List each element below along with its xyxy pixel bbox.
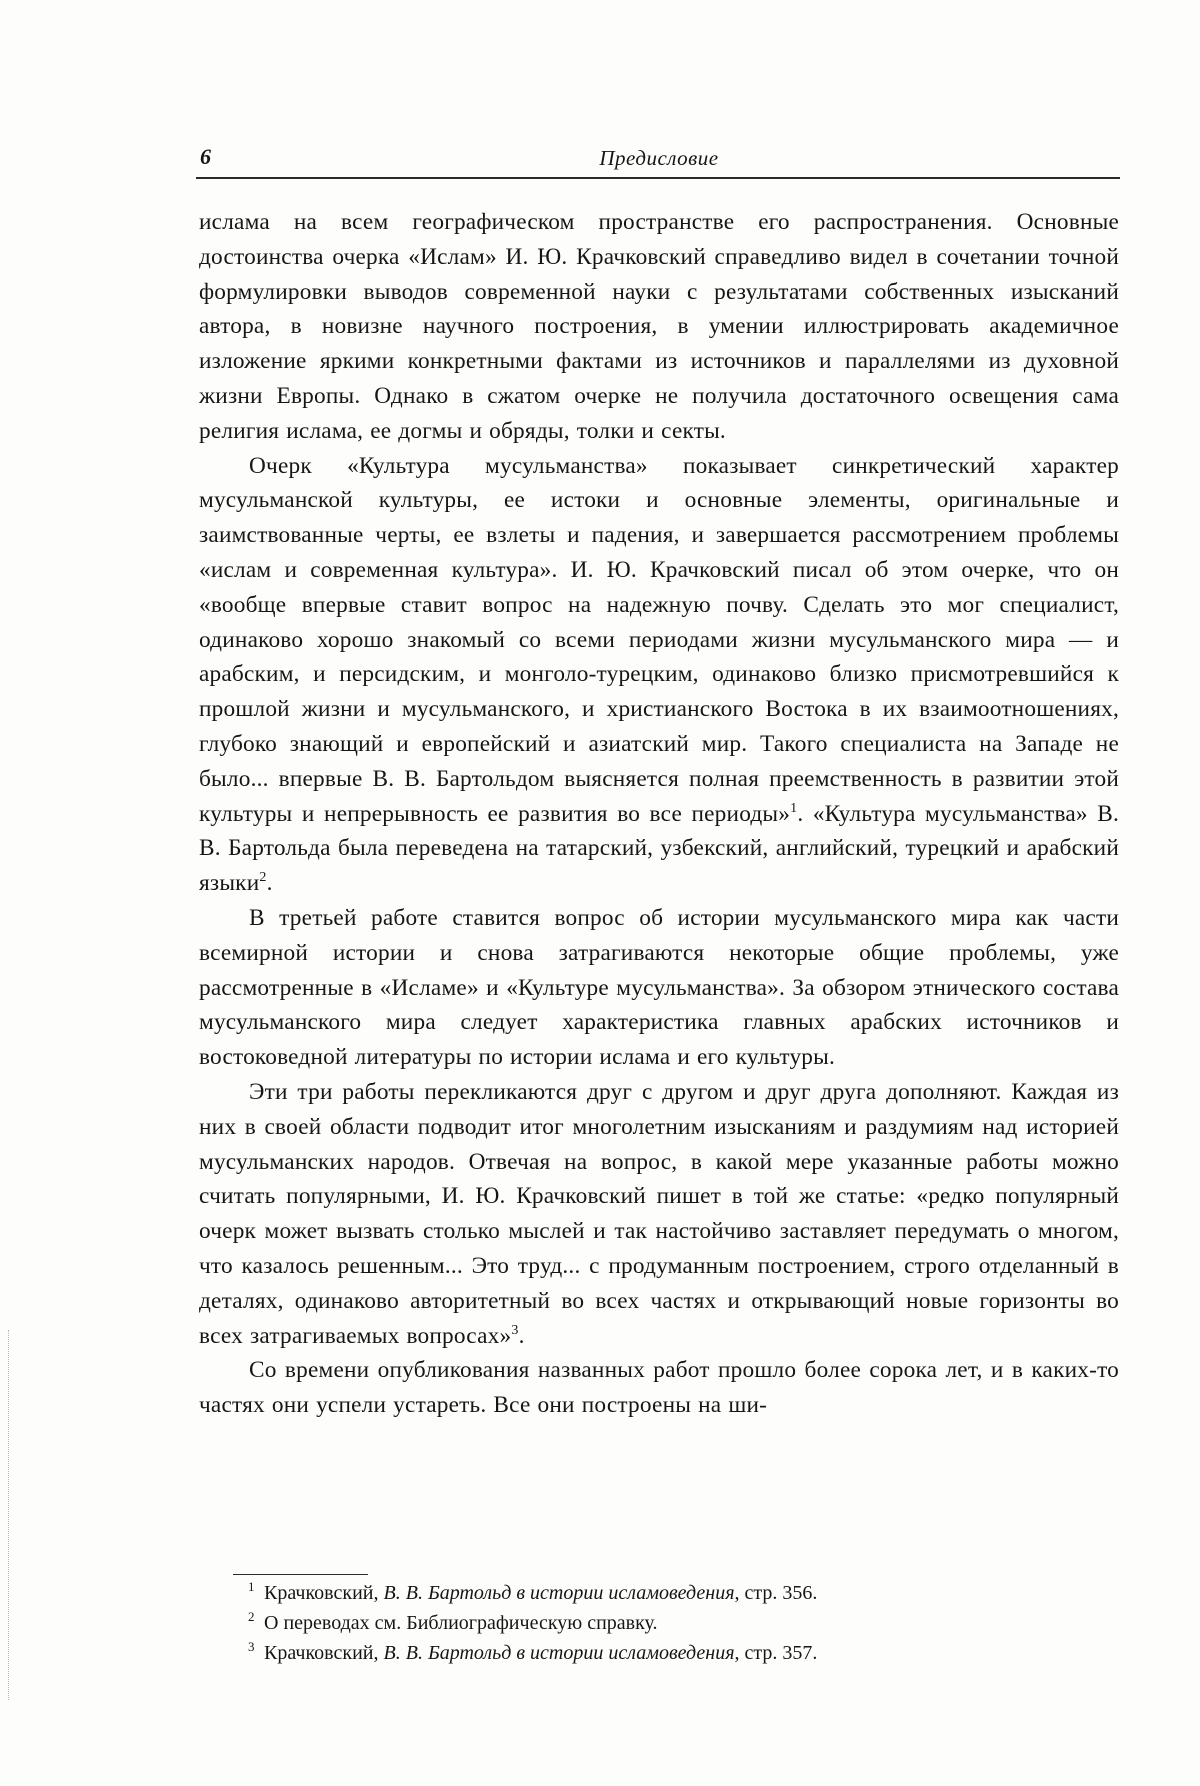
running-title: Предисловие: [599, 146, 719, 170]
paragraph-text: Очерк «Культура мусульманства» показывает синкретический характер мусульманской культуры, ее истоки и основные элементы, оригинальные и заимствованные черты, ее взлеты и падения, и завершается рассмотрением проблемы «ислам и современная культура». И. Ю. Крачковский писал об этом очерке, что он «вообще впервые ставит вопрос на надежную почву. Сделать это мог специалист, одинаково хорошо знакомый со всеми периодами жизни мусульманского мира — и арабским, и персидским, и монголо-турецким, одинаково близко присмотревшийся к прошлой жизни и мусульманского, и христианского Востока в их взаимоотношениях, глубоко знающий и европейский и азиатский мир. Такого специалиста на Западе не было... впервые В. В. Бартольдом выясняется полная преемственность в развитии этой культуры и непрерывность ее развития во все периоды»: [199, 452, 1119, 827]
footnote-tail: , стр. 356.: [734, 1582, 818, 1604]
footnote-3: 3 Крачковский, В. В. Бартольд в истории исламоведения, стр. 357.: [248, 1639, 818, 1664]
paragraph-2: [199, 449, 1119, 901]
paragraph-4: [199, 1075, 1119, 1353]
header-rule: [196, 177, 1120, 179]
paragraph-text: В третьей работе ставится вопрос об истории мусульманского мира как части всемирной истории и снова затрагиваются некоторые общие проблемы, уже рассмотренные в «Исламе» и «Культуре мусульманства». За обзором этнического состава мусульманского мира следует характеристика главных арабских источников и востоковедной литературы по истории ислама и его культуры.: [199, 904, 1119, 1071]
paragraph-text: ислама на всем географическом пространстве его распространения. Основные достоинства очерка «Ислам» И. Ю. Крачковский справедливо видел в сочетании точной формулировки выводов современной науки с результатами собственных изысканий автора, в новизне научного построения, в умении иллюстрировать академичное изложение яркими конкретными фактами из источников и параллелями из духовной жизни Европы. Однако в сжатом очерке не получила достаточного освещения сама религия ислама, ее догмы и обряды, толки и секты.: [199, 209, 1119, 444]
paragraph-text: .: [266, 870, 273, 897]
footnote-tail: , стр. 357.: [734, 1642, 818, 1664]
footnote-title: В. В. Бартольд в истории исламоведения: [383, 1642, 735, 1664]
footnotes: [248, 1578, 1088, 1668]
footnote-author: О переводах см. Библиографическую справку.: [264, 1612, 658, 1634]
footnote-reference: 3: [511, 1322, 519, 1338]
paragraph-1: [199, 205, 1119, 449]
footnote-2: 2 О переводах см. Библиографическую справку.: [248, 1609, 658, 1634]
page-number: 6: [200, 144, 211, 169]
main-text: [199, 205, 1119, 1423]
footnote-author: Крачковский,: [264, 1642, 384, 1664]
footnote-reference: 1: [790, 800, 798, 816]
paragraph-5: [199, 1353, 1119, 1423]
paragraph-3: [199, 901, 1119, 1075]
running-head: [200, 144, 1118, 178]
paragraph-text: Эти три работы перекликаются друг с другом и друг друга дополняют. Каждая из них в своей области подводит итог многолетним изысканиям и раздумиям над историей мусульманских народов. Отвечая на вопрос, в какой мере указанные работы можно считать популярными, И. Ю. Крачковский пишет в той же статье: «редко популярный очерк может вызвать столько мыслей и так настойчиво заставляет передумать о многом, что казалось решенным... Это труд... с продуманным построением, строго отделанный в деталях, одинаково авторитетный во всех частях и открывающий новые горизонты во всех затрагиваемых вопросах»: [199, 1078, 1119, 1349]
paragraph-text: .: [518, 1322, 525, 1349]
paragraph-text: . «Культура мусульманства» В. В. Бартольда была переведена на татарский, узбекский, английский, турецкий и арабский языки: [199, 800, 1119, 897]
footnote-1: 1 Крачковский, В. В. Бартольд в истории исламоведения, стр. 356.: [248, 1579, 818, 1604]
scan-margin-marks: [8, 1330, 15, 1700]
footnote-title: В. В. Бартольд в истории исламоведения: [383, 1582, 735, 1604]
footnote-author: Крачковский,: [264, 1582, 384, 1604]
footnote-reference: 2: [259, 870, 267, 886]
footnote-rule: [233, 1574, 368, 1575]
paragraph-text: Со времени опубликования названных работ прошло более сорока лет, и в каких-то частях они успели устареть. Все они построены на ши-: [199, 1357, 1119, 1419]
